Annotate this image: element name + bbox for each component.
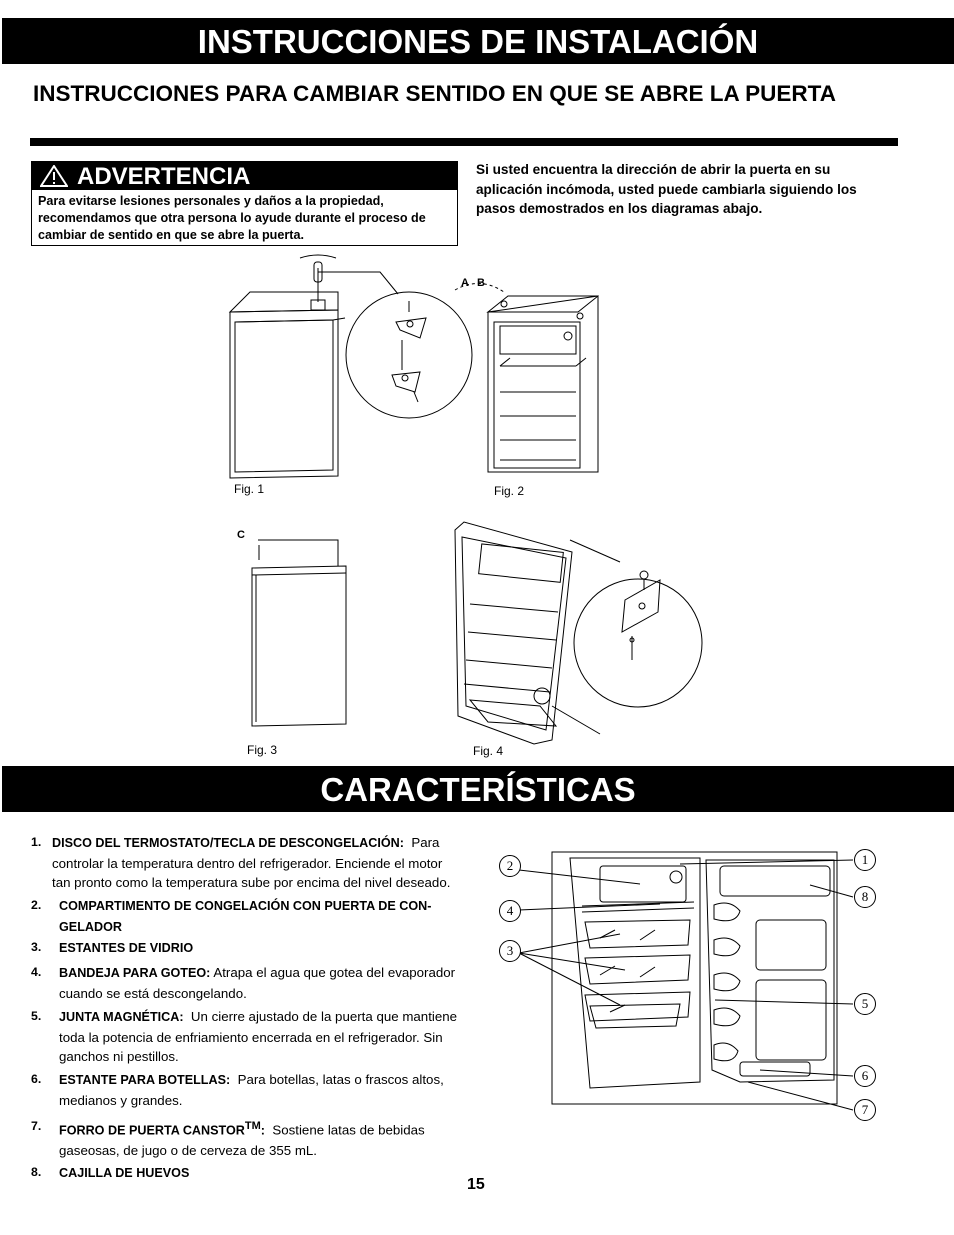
feature-title: ESTANTE PARA BOTELLAS: (59, 1073, 231, 1087)
callout-4: 4 (499, 900, 521, 922)
section-banner-installation: INSTRUCCIONES DE INSTALACIÓN (2, 18, 954, 64)
callout-7: 7 (854, 1099, 876, 1121)
label-c: C (237, 529, 245, 541)
callout-5: 5 (854, 993, 876, 1015)
feature-title: CAJILLA DE HUEVOS (59, 1166, 190, 1180)
callout-2: 2 (499, 855, 521, 877)
callout-8: 8 (854, 886, 876, 908)
feature-title: FORRO DE PUERTA CANSTOR (59, 1123, 245, 1138)
feature-item-3 (31, 938, 463, 959)
feature-number: 2. (31, 898, 42, 912)
callout-6: 6 (854, 1065, 876, 1087)
feature-item-7 (31, 1117, 463, 1160)
label-a: A (461, 277, 469, 289)
feature-item-1 (31, 833, 463, 893)
feature-item-8 (31, 1163, 463, 1184)
feature-title: ESTANTES DE VIDRIO (59, 941, 194, 955)
feature-item-5 (31, 1007, 463, 1067)
feature-text: Un cierre ajustado de la puerta que mantiene toda la potencia de enfriamiento encerrada en el refrigerador. Sin ganchos ni pestillos. (59, 1009, 458, 1064)
feature-item-6 (31, 1070, 463, 1110)
fig4-fridge-on-back-drawing (455, 522, 702, 744)
feature-title: JUNTA MAGNÉTICA: (59, 1010, 184, 1024)
feature-item-4 (31, 963, 463, 1003)
section-banner-features: CARACTERÍSTICAS (2, 766, 954, 812)
label-b: B (477, 277, 485, 289)
feature-number: 7. (31, 1119, 42, 1133)
fig3-door-drawing (252, 540, 346, 726)
warning-text: Para evitarse lesiones personales y daños a la propiedad, recomendamos que otra persona lo ayude durante el proceso de cambiar de sentido en que se abre la puerta. (38, 194, 426, 242)
fig4-label: Fig. 4 (473, 744, 504, 758)
feature-text: Para controlar la temperatura dentro del refrigerador. Enciende el motor tan pronto como la temperatura sube por encima del nivel deseado. (52, 835, 451, 890)
intro-text: Si usted encuentra la dirección de abrir la puerta en su aplicación incómoda, usted puede cambiarla siguiendo los pasos demostrados en los diagramas abajo. (476, 162, 857, 216)
trademark-mark: TM (244, 1120, 261, 1132)
page-number: 15 (467, 1176, 485, 1193)
callout-3: 3 (499, 940, 521, 962)
feature-text: Para botellas, latas o frascos altos, medianos y grandes. (59, 1072, 444, 1108)
feature-colon: : (260, 1123, 265, 1138)
feature-text: Atrapa el agua que gotea del evaporador cuando se está descongelando. (59, 965, 456, 1001)
fig3-label: Fig. 3 (247, 743, 278, 757)
fig2-open-fridge-drawing (455, 283, 598, 472)
fig1-label: Fig. 1 (234, 482, 265, 496)
feature-number: 8. (31, 1165, 42, 1179)
fig2-label: Fig. 2 (494, 484, 525, 498)
feature-number: 1. (31, 835, 42, 849)
feature-title: DISCO DEL TERMOSTATO/TECLA DE DESCONGELACIÓN: (52, 836, 404, 850)
feature-item-2 (31, 896, 463, 937)
feature-number: 4. (31, 965, 42, 979)
feature-text: Sostiene latas de bebidas gaseosas, de jugo o de cerveza de 355 mL. (59, 1122, 425, 1158)
feature-number: 6. (31, 1072, 42, 1086)
fig1-closed-fridge-drawing (230, 255, 472, 478)
feature-number: 3. (31, 940, 42, 954)
feature-title: COMPARTIMENTO DE CONGELACIÓN CON PUERTA DE CON-GELADOR (59, 899, 432, 934)
subsection-title: INSTRUCCIONES PARA CAMBIAR SENTIDO EN QUE SE ABRE LA PUERTA (33, 81, 836, 106)
warning-title: ADVERTENCIA (77, 163, 251, 190)
feature-number: 5. (31, 1009, 42, 1023)
callout-1: 1 (854, 849, 876, 871)
feature-title: BANDEJA PARA GOTEO: (59, 966, 211, 980)
